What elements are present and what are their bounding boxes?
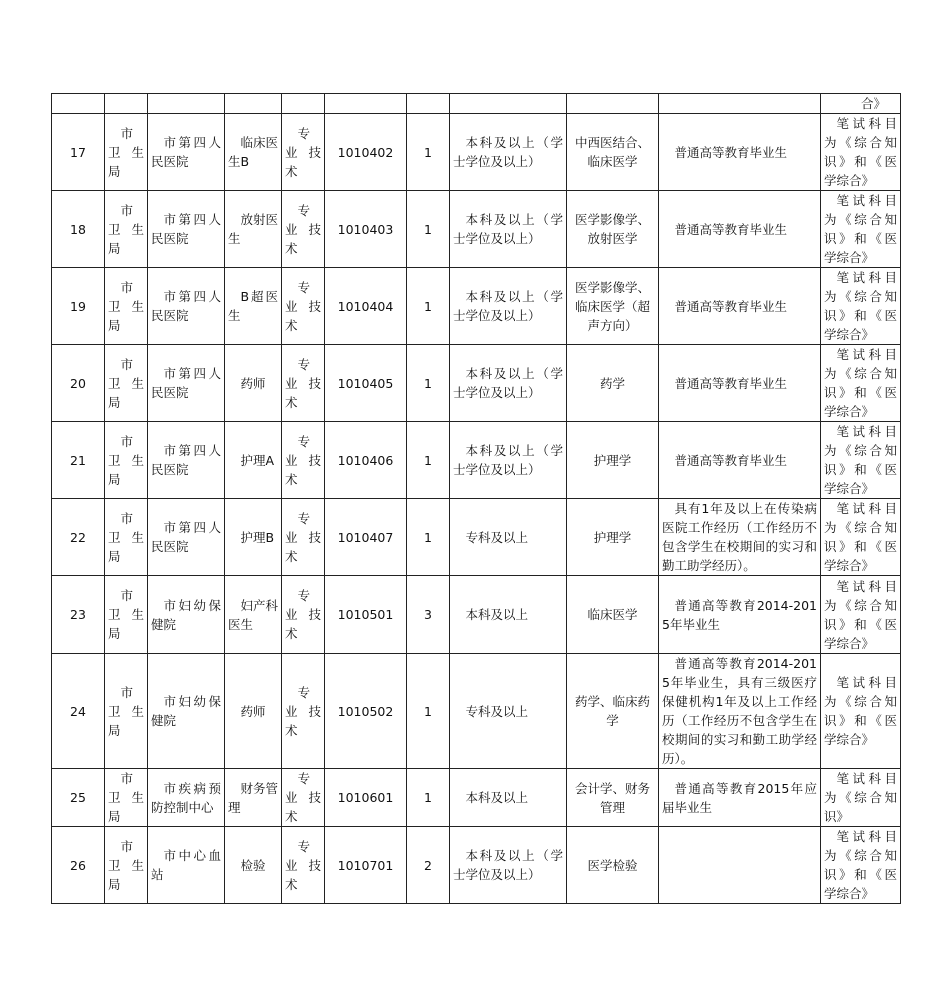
cell-code: 1010405 [325, 345, 407, 422]
cell-no: 22 [52, 499, 105, 576]
cell-type: 专业技术 [282, 422, 325, 499]
cell-major: 医学影像学、临床医学（超声方向） [567, 268, 659, 345]
cell-dept: 市卫生局 [105, 114, 148, 191]
cell-count: 1 [407, 654, 450, 769]
cell-no: 17 [52, 114, 105, 191]
cell-no: 20 [52, 345, 105, 422]
cell-edu: 专科及以上 [450, 654, 567, 769]
table-row [52, 576, 901, 654]
cell-major: 医学影像学、放射医学 [567, 191, 659, 268]
cell-type: 专业技术 [282, 114, 325, 191]
cell-count: 3 [407, 576, 450, 654]
cell-dept: 市卫生局 [105, 268, 148, 345]
cell-code: 1010601 [325, 769, 407, 827]
cell-req: 普通高等教育毕业生 [659, 191, 821, 268]
cell-count: 1 [407, 114, 450, 191]
cell-dept: 市卫生局 [105, 499, 148, 576]
cell-type: 专业技术 [282, 345, 325, 422]
cell-note: 笔试科目为《综合知识》和《医学综合》 [821, 827, 901, 904]
cell-no: 18 [52, 191, 105, 268]
cell-edu: 本科及以上（学士学位及以上） [450, 191, 567, 268]
cell-major: 会计学、财务管理 [567, 769, 659, 827]
cell-major: 中西医结合、临床医学 [567, 114, 659, 191]
cell-unit: 市第四人民医院 [148, 191, 225, 268]
cell-count: 1 [407, 499, 450, 576]
cell-note: 笔试科目为《综合知识》和《医学综合》 [821, 576, 901, 654]
cell-major [567, 94, 659, 114]
cell-dept: 市卫生局 [105, 827, 148, 904]
cell-count: 2 [407, 827, 450, 904]
table-row [52, 191, 901, 268]
cell-code: 1010502 [325, 654, 407, 769]
cell-note: 笔试科目为《综合知识》和《医学综合》 [821, 654, 901, 769]
cell-type: 专业技术 [282, 827, 325, 904]
cell-code: 1010501 [325, 576, 407, 654]
cell-major: 药学、临床药学 [567, 654, 659, 769]
cell-unit [148, 94, 225, 114]
cell-post: B超医生 [225, 268, 282, 345]
cell-unit: 市第四人民医院 [148, 422, 225, 499]
cell-no: 21 [52, 422, 105, 499]
cell-edu: 专科及以上 [450, 499, 567, 576]
table-row [52, 827, 901, 904]
cell-type [282, 94, 325, 114]
cell-unit: 市第四人民医院 [148, 345, 225, 422]
cell-count: 1 [407, 268, 450, 345]
table-row [52, 499, 901, 576]
cell-dept: 市卫生局 [105, 422, 148, 499]
cell-post: 护理B [225, 499, 282, 576]
cell-count: 1 [407, 769, 450, 827]
cell-req: 普通高等教育毕业生 [659, 422, 821, 499]
cell-type: 专业技术 [282, 654, 325, 769]
cell-post: 财务管理 [225, 769, 282, 827]
cell-post: 临床医生B [225, 114, 282, 191]
cell-count: 1 [407, 422, 450, 499]
cell-note: 合》 [821, 94, 901, 114]
cell-dept: 市卫生局 [105, 576, 148, 654]
cell-edu: 本科及以上 [450, 576, 567, 654]
cell-edu: 本科及以上 [450, 769, 567, 827]
cell-note: 笔试科目为《综合知识》和《医学综合》 [821, 191, 901, 268]
table-row [52, 114, 901, 191]
cell-note: 笔试科目为《综合知识》和《医学综合》 [821, 422, 901, 499]
cell-post: 药师 [225, 654, 282, 769]
table-row [52, 422, 901, 499]
cell-req: 普通高等教育毕业生 [659, 345, 821, 422]
cell-post: 药师 [225, 345, 282, 422]
cell-req: 普通高等教育2014-2015年毕业生 [659, 576, 821, 654]
cell-major: 医学检验 [567, 827, 659, 904]
cell-unit: 市妇幼保健院 [148, 576, 225, 654]
table-row [52, 268, 901, 345]
cell-count: 1 [407, 191, 450, 268]
cell-unit: 市第四人民医院 [148, 268, 225, 345]
cell-req: 具有1年及以上在传染病医院工作经历（工作经历不包含学生在校期间的实习和勤工助学经历）。 [659, 499, 821, 576]
cell-req [659, 827, 821, 904]
cell-no: 24 [52, 654, 105, 769]
cell-note: 笔试科目为《综合知识》和《医学综合》 [821, 345, 901, 422]
cell-note: 笔试科目为《综合知识》和《医学综合》 [821, 114, 901, 191]
cell-major: 护理学 [567, 422, 659, 499]
cell-dept: 市卫生局 [105, 654, 148, 769]
cell-type: 专业技术 [282, 499, 325, 576]
cell-dept: 市卫生局 [105, 345, 148, 422]
cell-code: 1010402 [325, 114, 407, 191]
recruitment-table [51, 93, 901, 904]
cell-post: 放射医生 [225, 191, 282, 268]
cell-code: 1010406 [325, 422, 407, 499]
cell-type: 专业技术 [282, 268, 325, 345]
cell-code: 1010404 [325, 268, 407, 345]
cell-type: 专业技术 [282, 576, 325, 654]
cell-post: 检验 [225, 827, 282, 904]
table-row [52, 769, 901, 827]
cell-unit: 市疾病预防控制中心 [148, 769, 225, 827]
cell-major: 护理学 [567, 499, 659, 576]
cell-code: 1010407 [325, 499, 407, 576]
cell-req: 普通高等教育毕业生 [659, 114, 821, 191]
table-row [52, 345, 901, 422]
cell-count: 1 [407, 345, 450, 422]
cell-edu: 本科及以上（学士学位及以上） [450, 827, 567, 904]
cell-no: 23 [52, 576, 105, 654]
cell-post: 护理A [225, 422, 282, 499]
cell-post: 妇产科医生 [225, 576, 282, 654]
cell-unit: 市第四人民医院 [148, 499, 225, 576]
cell-code [325, 94, 407, 114]
cell-post [225, 94, 282, 114]
cell-req: 普通高等教育毕业生 [659, 268, 821, 345]
cell-edu: 本科及以上（学士学位及以上） [450, 345, 567, 422]
cell-edu: 本科及以上（学士学位及以上） [450, 422, 567, 499]
table-row [52, 654, 901, 769]
cell-note: 笔试科目为《综合知识》和《医学综合》 [821, 499, 901, 576]
cell-no [52, 94, 105, 114]
cell-type: 专业技术 [282, 191, 325, 268]
cell-type: 专业技术 [282, 769, 325, 827]
cell-no: 25 [52, 769, 105, 827]
cell-code: 1010701 [325, 827, 407, 904]
cell-major: 药学 [567, 345, 659, 422]
cell-note: 笔试科目为《综合知识》和《医学综合》 [821, 268, 901, 345]
cell-major: 临床医学 [567, 576, 659, 654]
cell-code: 1010403 [325, 191, 407, 268]
cell-edu: 本科及以上（学士学位及以上） [450, 114, 567, 191]
cell-note: 笔试科目为《综合知识》 [821, 769, 901, 827]
cell-req: 普通高等教育2014-2015年毕业生，具有三级医疗保健机构1年及以上工作经历（工作经历不包含学生在校期间的实习和勤工助学经历）。 [659, 654, 821, 769]
cell-edu [450, 94, 567, 114]
cell-dept: 市卫生局 [105, 191, 148, 268]
cell-dept: 市卫生局 [105, 769, 148, 827]
cell-no: 26 [52, 827, 105, 904]
cell-edu: 本科及以上（学士学位及以上） [450, 268, 567, 345]
cell-unit: 市妇幼保健院 [148, 654, 225, 769]
cell-req: 普通高等教育2015年应届毕业生 [659, 769, 821, 827]
cell-req [659, 94, 821, 114]
cell-unit: 市中心血站 [148, 827, 225, 904]
table-row-fragment [52, 94, 901, 114]
cell-no: 19 [52, 268, 105, 345]
cell-dept [105, 94, 148, 114]
cell-unit: 市第四人民医院 [148, 114, 225, 191]
cell-count [407, 94, 450, 114]
